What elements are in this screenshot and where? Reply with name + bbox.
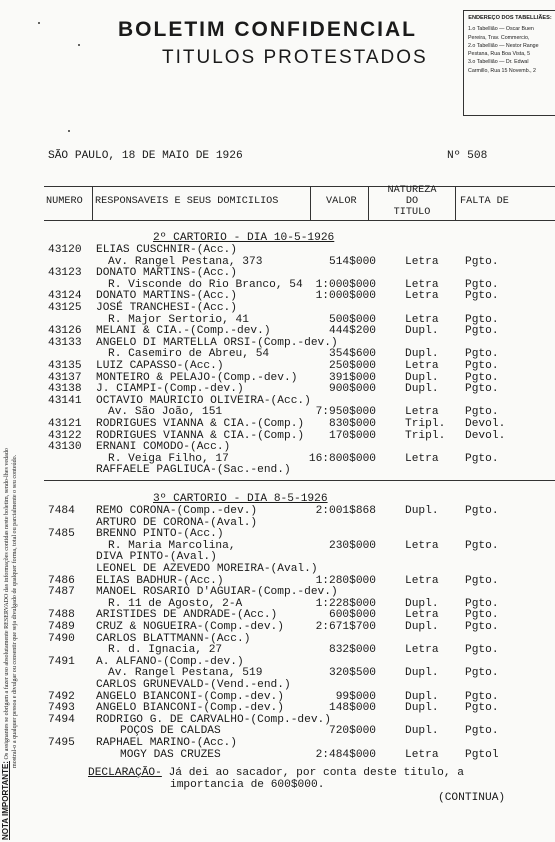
row-responsavel: J. CIAMPI-(Comp.-dev.) [96,383,244,396]
table-row [0,406,555,418]
table-row [0,453,555,465]
row-number: 43133 [48,336,82,349]
row-responsavel: Av. Rangel Pestana, 373 [108,255,263,268]
row-falta: Pgto. [465,406,499,419]
row-natureza: Dupl. [405,597,439,610]
row-natureza: Letra [405,644,439,657]
row-responsavel: RAPHAEL MARINO-(Acc.) [96,737,237,749]
row-responsavel: R. Visconde do Rio Branco, 54 [108,278,303,291]
row-falta: Pgto. [465,667,499,680]
row-natureza: Letra [405,255,439,268]
row-responsavel: JOSÉ TRANCHESI-(Acc.) [96,302,237,314]
row-number: 7488 [48,609,75,622]
row-falta: Devol. [465,429,506,442]
page-title: BOLETIM CONFIDENCIAL [118,18,417,41]
table-row [0,395,555,407]
row-valor: 900$000 [329,383,376,396]
row-natureza: Tripl. [405,429,446,442]
row-responsavel: R. d. Ignacia, 27 [108,644,223,657]
header-falta: FALTA DE [460,196,509,207]
row-number: 7487 [48,586,75,599]
row-valor: 514$000 [329,255,376,268]
table-row [0,598,555,610]
row-responsavel: R. Major Sertorio, 41 [108,313,249,326]
table-row [0,337,555,349]
row-valor: 1:000$000 [315,278,376,291]
row-natureza: Letra [405,609,439,622]
row-falta: Pgto. [465,690,499,703]
table-row [0,702,555,714]
row-falta: Pgto. [465,702,499,715]
table-row [0,621,555,633]
table-row [0,418,555,430]
row-responsavel: ERNANI COMODO-(Acc.) [96,441,231,454]
row-natureza: Dupl. [405,371,439,384]
print-mark [68,130,70,132]
row-natureza: Dupl. [405,690,439,703]
row-responsavel: DIVA PINTO-(Aval.) [96,551,217,564]
notary-line: 3.o Tabellião — Dr. Edwal [468,59,529,66]
continua-label: (CONTINUA) [438,792,506,804]
section-heading: 3º CARTORIO - DIA 8-5-1926 [153,493,328,505]
print-mark [38,22,40,24]
col-divider [455,186,456,220]
row-responsavel: ELIAS BADHUR-(Acc.) [96,574,224,587]
declaracao-line2: importancia de 600$000. [170,779,325,791]
row-falta: Pgto. [465,360,499,372]
row-valor: 832$000 [329,644,376,657]
row-responsavel: ANGELO BIANCONI-(Comp.-dev.) [96,702,284,715]
notary-line: 1.o Tabellião — Oscar Buen [468,26,534,33]
row-valor: 7:950$000 [315,406,376,419]
row-number: 7491 [48,655,75,668]
row-valor: 148$000 [329,702,376,715]
row-natureza: Dupl. [405,348,439,361]
notary-line: 2.o Tabellião — Nestor Range [468,42,539,49]
row-responsavel: CARLOS BLATTMANN-(Acc.) [96,632,251,645]
row-responsavel: ANGELO BIANCONI-(Comp.-dev.) [96,690,284,703]
notary-line: Pereira, Trav. Commercio, [468,34,530,41]
notary-address-box [463,10,555,116]
header-natureza-1: NATUREZA [387,185,437,196]
table-row [0,314,555,326]
row-valor: 444$200 [329,325,376,338]
row-responsavel: CRUZ & NOGUEIRA-(Comp.-dev.) [96,621,284,633]
row-number: 43121 [48,418,82,430]
section-heading: 2º CARTORIO - DIA 10-5-1926 [153,232,335,244]
row-natureza: Dupl. [405,383,439,396]
row-responsavel: RODRIGUES VIANNA & CIA.-(Comp.) [96,418,305,430]
table-row [0,656,555,668]
table-row [0,360,555,372]
header-responsaveis: RESPONSAVEIS E SEUS DOMICILIOS [95,196,279,207]
row-falta: Pgto. [465,539,499,552]
row-number: 43141 [48,394,82,407]
row-natureza: Letra [405,574,439,587]
row-responsavel: RAFFAELE PAGLIUCA-(Sac.-end.) [96,464,291,477]
row-valor: 1:280$000 [315,574,376,587]
row-valor: 500$000 [329,313,376,326]
row-falta: Pgto. [465,371,499,384]
print-mark [78,44,80,46]
row-number: 43130 [48,441,82,454]
row-natureza: Letra [405,406,439,419]
row-responsavel: ARTURO DE CORONA-(Aval.) [96,516,258,529]
row-number: 43123 [48,267,82,280]
row-valor: 830$000 [329,418,376,430]
row-number: 43126 [48,325,82,338]
row-valor: 720$000 [329,725,376,738]
row-number: 43125 [48,302,82,314]
row-natureza: Letra [405,313,439,326]
row-natureza: Letra [405,360,439,372]
row-responsavel: Av. Rangel Pestana, 519 [108,667,263,680]
col-divider [92,186,93,220]
row-valor: 230$000 [329,539,376,552]
table-row [0,244,555,256]
row-responsavel: MONTEIRO & PELAJO-(Comp.-dev.) [96,371,298,384]
row-valor: 2:001$868 [315,505,376,517]
row-responsavel: R. Veiga Filho, 17 [108,452,229,465]
table-row [0,383,555,395]
row-natureza: Letra [405,278,439,291]
row-number: 7484 [48,505,75,517]
row-responsavel: POÇOS DE CALDAS [120,725,221,738]
table-header-rule [44,220,555,221]
row-responsavel: RODRIGO G. DE CARVALHO-(Comp.-dev.) [96,713,331,726]
table-row [0,290,555,302]
side-note-line2: mostral-o a qualquer pessoa e divulgar ou consentir que seja divulgado de qualquer forma, total ou parcialmente o seu conteúdo. [11,454,18,768]
row-number: 43137 [48,371,82,384]
table-row [0,279,555,291]
bulletin-number: Nº 508 [447,150,488,162]
row-number: 43120 [48,244,82,256]
row-natureza: Dupl. [405,325,439,338]
row-falta: Pgto. [465,609,499,622]
row-valor: 1:228$000 [315,597,376,610]
table-row [0,725,555,737]
row-number: 43135 [48,360,82,372]
declaracao-line1 [88,767,464,779]
row-falta: Pgto. [465,621,499,633]
row-responsavel: A. ALFANO-(Comp.-dev.) [96,655,244,668]
col-divider [310,186,311,220]
row-valor: 16:800$000 [308,452,376,465]
table-row [0,505,555,517]
table-row [0,325,555,337]
row-responsavel: RODRIGUES VIANNA & CIA.-(Comp.) [96,429,305,442]
row-responsavel: DONATO MARTINS-(Acc.) [96,290,237,303]
table-row [0,679,555,691]
row-responsavel: DONATO MARTINS-(Acc.) [96,267,237,280]
table-row [0,528,555,540]
row-number: 7489 [48,621,75,633]
row-natureza: Dupl. [405,667,439,680]
row-responsavel: R. Casemiro de Abreu, 54 [108,348,270,361]
col-divider [368,186,369,220]
row-number: 7495 [48,737,75,749]
row-natureza: Dupl. [405,702,439,715]
row-falta: Pgto. [465,313,499,326]
table-row [0,464,555,476]
row-responsavel: MANOEL ROSARIO D'AGUIAR-(Comp.-dev.) [96,586,338,599]
table-row [0,348,555,360]
row-valor: 320$500 [329,667,376,680]
row-number: 43122 [48,429,82,442]
notary-line: Pestana, Rua Boa Vista, 5 [468,51,531,58]
row-valor: 391$000 [329,371,376,384]
section-rule [44,480,555,481]
row-number: 43138 [48,383,82,396]
row-valor: 600$000 [329,609,376,622]
table-row [0,586,555,598]
header-natureza-3: TITULO [393,207,431,218]
row-falta: Pgto. [465,574,499,587]
row-falta: Pgto. [465,383,499,396]
row-number: 7494 [48,713,75,726]
row-responsavel: LUIZ CAPASSO-(Acc.) [96,360,224,372]
row-falta: Pgtol [465,748,499,761]
row-natureza: Letra [405,290,439,303]
row-number: 7485 [48,528,75,541]
row-falta: Pgto. [465,597,499,610]
table-row [0,256,555,268]
row-valor: 2:671$700 [315,621,376,633]
row-natureza: Tripl. [405,418,446,430]
row-falta: Pgto. [465,644,499,657]
row-number: 7490 [48,632,75,645]
table-row [0,540,555,552]
row-falta: Pgto. [465,452,499,465]
row-responsavel: Av. São João, 151 [108,406,223,419]
row-number: 7493 [48,702,75,715]
side-note-label: NOTA IMPORTANTE: [1,761,10,840]
header-valor: VALOR [326,196,357,207]
row-falta: Pgto. [465,725,499,738]
notary-line: Carmillo, Rua 15 Novemb., 2 [468,67,537,74]
page-subtitle: TITULOS PROTESTADOS [162,47,428,68]
row-valor: 354$600 [329,348,376,361]
row-falta: Pgto. [465,325,499,338]
row-responsavel: ARISTIDES DE ANDRADE-(Acc.) [96,609,278,622]
row-responsavel: R. Maria Marcolina, [108,539,236,552]
row-valor: 250$000 [329,360,376,372]
row-natureza: Dupl. [405,725,439,738]
table-row [0,372,555,384]
row-valor: 99$000 [335,690,376,703]
table-row [0,633,555,645]
row-natureza: Dupl. [405,505,439,517]
table-row [0,563,555,575]
header-numero: NUMERO [46,196,83,207]
row-falta: Pgto. [465,278,499,291]
row-responsavel: MELANI & CIA.-(Comp.-dev.) [96,325,271,338]
row-responsavel: ELIAS CUSCHNIR-(Acc.) [96,244,237,256]
table-row [0,302,555,314]
row-number: 7492 [48,690,75,703]
row-responsavel: MOGY DAS CRUZES [120,748,221,761]
table-row [0,551,555,563]
row-responsavel: OCTAVIO MAURICIO OLIVEIRA-(Acc.) [96,394,311,407]
table-row [0,517,555,529]
date-line: SÃO PAULO, 18 DE MAIO DE 1926 [48,150,243,162]
row-valor: 2:484$000 [315,748,376,761]
table-row [0,691,555,703]
table-row [0,714,555,726]
table-row [0,575,555,587]
table-row [0,644,555,656]
table-row [0,430,555,442]
row-falta: Pgto. [465,348,499,361]
table-row [0,267,555,279]
table-row [0,609,555,621]
row-responsavel: LEONEL DE AZEVEDO MOREIRA-(Aval.) [96,563,318,575]
row-responsavel: REMO CORONA-(Comp.-dev.) [96,505,258,517]
declaracao-text1: Já dei ao sacador, por conta deste titulo, a [168,767,464,779]
declaracao-label: DECLARAÇÃO- [88,767,162,779]
notary-box-heading: ENDEREÇO DOS TABELLIÃES: [468,15,552,21]
row-responsavel: ANGELO DI MARTELLA ORSI-(Comp.-dev.) [96,336,338,349]
row-natureza: Dupl. [405,621,439,633]
header-natureza-2: DO [405,196,419,207]
row-responsavel: CARLOS GRUNEVALD-(Vend.-end.) [96,679,291,691]
row-number: 7486 [48,574,75,587]
row-falta: Pgto. [465,505,499,517]
row-number: 43124 [48,290,82,303]
row-natureza: Letra [405,539,439,552]
table-row [0,667,555,679]
table-row [0,749,555,761]
row-valor: 170$000 [329,429,376,442]
table-row [0,441,555,453]
row-falta: Devol. [465,418,506,430]
row-valor: 1:000$000 [315,290,376,303]
table-row [0,737,555,749]
notary-box-lines [464,25,555,75]
row-responsavel: R. 11 de Agosto, 2-A [108,597,243,610]
side-note-line1: Os assignantes se obrigam a fazer uso absolutamente RESERVADO das informações contidas neste boletim, sendo-lhes vedado [4,448,10,760]
row-natureza: Letra [405,452,439,465]
row-falta: Pgto. [465,255,499,268]
row-falta: Pgto. [465,290,499,303]
table-top-rule [44,186,555,187]
row-responsavel: BRENNO PINTO-(Acc.) [96,528,224,541]
row-natureza: Letra [405,748,439,761]
